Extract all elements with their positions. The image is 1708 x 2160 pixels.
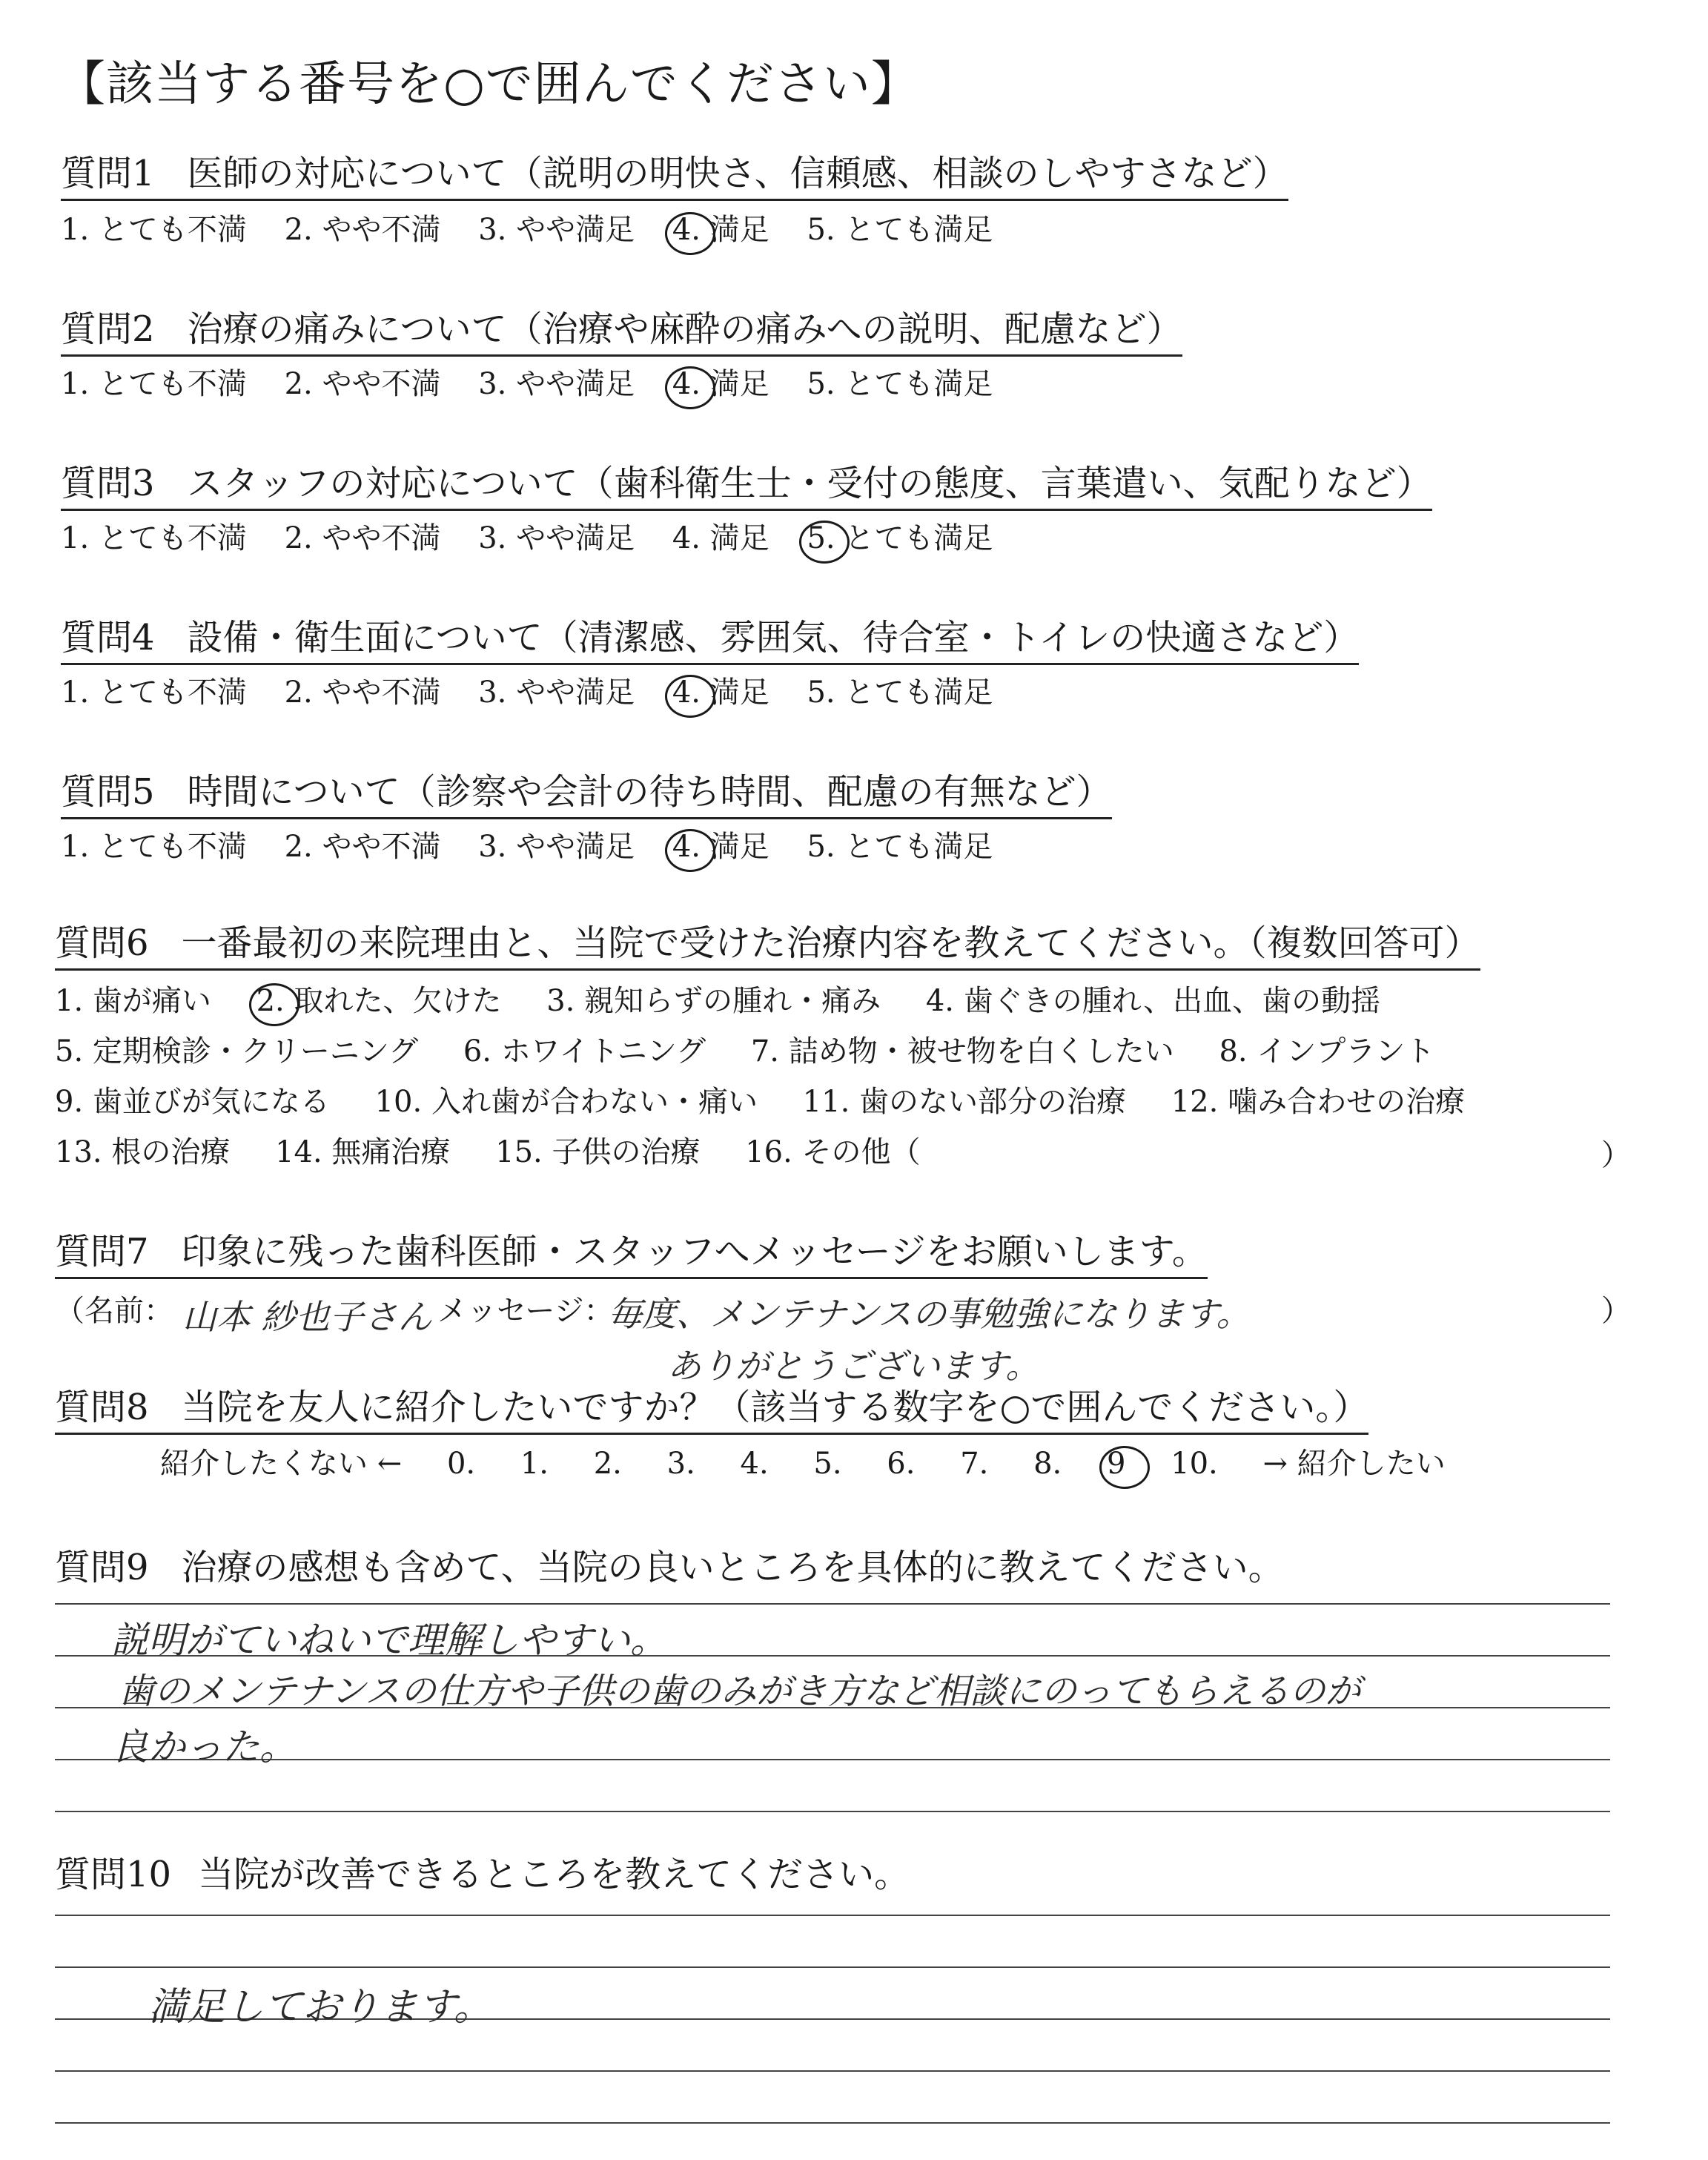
- q6-option-1[interactable]: 1. 歯が痛い: [55, 984, 211, 1018]
- scale-3[interactable]: 3.: [666, 1447, 695, 1481]
- scale-4[interactable]: 4.: [740, 1447, 769, 1481]
- rating-options-q4: [61, 672, 993, 713]
- q10-answer[interactable]: 満足しております。: [148, 1985, 492, 2029]
- rating-options-q3: [61, 518, 993, 559]
- scale-1[interactable]: 1.: [520, 1447, 549, 1481]
- option-4-selected[interactable]: 4. 満足: [672, 363, 769, 405]
- scale-10[interactable]: 10.: [1171, 1447, 1218, 1481]
- option-5[interactable]: 5. とても満足: [807, 367, 993, 401]
- option-4-selected[interactable]: 4. 満足: [672, 672, 769, 713]
- name-value[interactable]: 山本 紗也子さん: [182, 1297, 432, 1337]
- q6-option-3[interactable]: 3. 親知らずの腫れ・痛み: [546, 984, 881, 1018]
- scale-left-label: 紹介したくない ←: [160, 1447, 403, 1481]
- question-8: [55, 1384, 1368, 1435]
- scale-0[interactable]: 0.: [446, 1447, 476, 1481]
- option-5[interactable]: 5. とても満足: [807, 213, 993, 247]
- q6-option-5[interactable]: 5. 定期検診・クリーニング: [55, 1034, 419, 1069]
- message-line-2[interactable]: ありがとうございます。: [667, 1346, 1040, 1386]
- option-1[interactable]: 1. とても不満: [61, 676, 247, 710]
- question-text: 当院を友人に紹介したいですか？（該当する数字を○で囲んでください。）: [181, 1387, 1369, 1428]
- q9-answer-line-1[interactable]: 説明がていねいで理解しやすい。: [111, 1619, 667, 1662]
- option-3[interactable]: 3. やや満足: [478, 367, 635, 401]
- q6-option-11[interactable]: 11. 歯のない部分の治療: [802, 1085, 1127, 1119]
- rating-options-q5: [61, 826, 993, 868]
- option-2[interactable]: 2. やや不満: [284, 521, 441, 555]
- scale-9-selected[interactable]: 9: [1107, 1443, 1125, 1484]
- message-line-1[interactable]: 毎度、メンテナンスの事勉強になります。: [608, 1294, 1251, 1334]
- answer-line: [55, 1811, 1610, 1812]
- question-2: [61, 305, 1182, 357]
- q6-option-9[interactable]: 9. 歯並びが気になる: [55, 1085, 330, 1119]
- scale-7[interactable]: 7.: [960, 1447, 989, 1481]
- q9-answer-line-2[interactable]: 歯のメンテナンスの仕方や子供の歯のみがき方など相談にのってもらえるのが: [119, 1671, 1361, 1712]
- option-1[interactable]: 1. とても不満: [61, 521, 247, 555]
- q6-option-16[interactable]: 16. その他（: [745, 1135, 921, 1169]
- q6-option-10[interactable]: 10. 入れ歯が合わない・痛い: [374, 1085, 758, 1119]
- option-2[interactable]: 2. やや不満: [284, 213, 441, 247]
- q9-answer-line-3[interactable]: 良かった。: [111, 1725, 297, 1768]
- question-9: [55, 1544, 1284, 1591]
- q6-row-3: [55, 1081, 1500, 1123]
- question-7: [55, 1228, 1208, 1279]
- option-5-selected[interactable]: 5. とても満足: [807, 518, 993, 559]
- question-3: [61, 460, 1432, 511]
- question-number: 質問9: [55, 1547, 149, 1588]
- question-10: [55, 1851, 910, 1898]
- question-text: 一番最初の来院理由と、当院で受けた治療内容を教えてください。（複数回答可）: [181, 922, 1480, 964]
- q6-close-paren: ）: [1601, 1138, 1631, 1172]
- question-number: 質問4: [61, 617, 155, 658]
- scale-2[interactable]: 2.: [593, 1447, 622, 1481]
- q6-option-6[interactable]: 6. ホワイトニング: [463, 1034, 706, 1069]
- question-text: スタッフの対応について（歯科衛生士・受付の態度、言葉遣い、気配りなど）: [187, 463, 1432, 504]
- question-text: 治療の感想も含めて、当院の良いところを具体的に教えてください。: [181, 1547, 1284, 1588]
- q6-option-2-selected[interactable]: 2. 取れた、欠けた: [256, 980, 502, 1022]
- question-number: 質問3: [61, 463, 155, 504]
- message-label: メッセージ：: [437, 1294, 614, 1328]
- question-4: [61, 614, 1359, 665]
- rating-options-q1: [61, 209, 993, 251]
- question-number: 質問5: [61, 771, 155, 813]
- answer-line: [55, 1915, 1610, 1916]
- q6-option-8[interactable]: 8. インプラント: [1219, 1034, 1435, 1069]
- question-1: [61, 150, 1288, 201]
- q7-close-paren: ）: [1601, 1294, 1631, 1328]
- page-title: 【該当する番号を○で囲んでください】: [58, 57, 919, 112]
- question-6: [55, 919, 1480, 971]
- option-2[interactable]: 2. やや不満: [284, 830, 441, 864]
- option-3[interactable]: 3. やや満足: [478, 213, 635, 247]
- question-text: 当院が改善できるところを教えてください。: [198, 1854, 910, 1895]
- q6-option-14[interactable]: 14. 無痛治療: [275, 1135, 451, 1169]
- recommend-scale: [160, 1443, 1481, 1484]
- option-2[interactable]: 2. やや不満: [284, 367, 441, 401]
- option-3[interactable]: 3. やや満足: [478, 830, 635, 864]
- scale-8[interactable]: 8.: [1033, 1447, 1062, 1481]
- q6-row-1: [55, 980, 1416, 1022]
- rating-options-q2: [61, 363, 993, 405]
- option-4[interactable]: 4. 満足: [672, 521, 769, 555]
- option-1[interactable]: 1. とても不満: [61, 830, 247, 864]
- question-number: 質問2: [61, 308, 155, 350]
- answer-line: [55, 1966, 1610, 1968]
- q6-option-15[interactable]: 15. 子供の治療: [495, 1135, 701, 1169]
- q6-option-12[interactable]: 12. 噛み合わせの治療: [1171, 1085, 1466, 1119]
- question-5: [61, 768, 1112, 819]
- q6-option-4[interactable]: 4. 歯ぐきの腫れ、出血、歯の動揺: [925, 984, 1381, 1018]
- option-5[interactable]: 5. とても満足: [807, 676, 993, 710]
- option-4-selected[interactable]: 4. 満足: [672, 209, 769, 251]
- option-3[interactable]: 3. やや満足: [478, 521, 635, 555]
- answer-line: [55, 1603, 1610, 1605]
- question-number: 質問10: [55, 1854, 172, 1895]
- q6-row-4: [55, 1132, 956, 1173]
- question-text: 時間について（診察や会計の待ち時間、配慮の有無など）: [187, 771, 1112, 813]
- option-3[interactable]: 3. やや満足: [478, 676, 635, 710]
- question-text: 印象に残った歯科医師・スタッフへメッセージをお願いします。: [181, 1231, 1208, 1272]
- q6-option-7[interactable]: 7. 詰め物・被せ物を白くしたい: [750, 1034, 1174, 1069]
- option-2[interactable]: 2. やや不満: [284, 676, 441, 710]
- question-text: 治療の痛みについて（治療や麻酔の痛みへの説明、配慮など）: [187, 308, 1182, 350]
- option-5[interactable]: 5. とても満足: [807, 830, 993, 864]
- option-1[interactable]: 1. とても不満: [61, 213, 247, 247]
- answer-line: [55, 2122, 1610, 2124]
- scale-5[interactable]: 5.: [813, 1447, 842, 1481]
- question-number: 質問7: [55, 1231, 149, 1272]
- question-number: 質問8: [55, 1387, 149, 1428]
- scale-6[interactable]: 6.: [887, 1447, 916, 1481]
- question-text: 医師の対応について（説明の明快さ、信頼感、相談のしやすさなど）: [187, 153, 1288, 194]
- scale-right-label: → 紹介したい: [1262, 1447, 1446, 1481]
- question-text: 設備・衛生面について（清潔感、雰囲気、待合室・トイレの快適さなど）: [187, 617, 1360, 658]
- answer-line: [55, 2070, 1610, 2072]
- q6-option-13[interactable]: 13. 根の治療: [55, 1135, 231, 1169]
- q6-row-2: [55, 1031, 1470, 1072]
- question-number: 質問6: [55, 922, 149, 964]
- question-number: 質問1: [61, 153, 155, 194]
- option-1[interactable]: 1. とても不満: [61, 367, 247, 401]
- name-label: （名前：: [55, 1294, 173, 1328]
- option-4-selected[interactable]: 4. 満足: [672, 826, 769, 868]
